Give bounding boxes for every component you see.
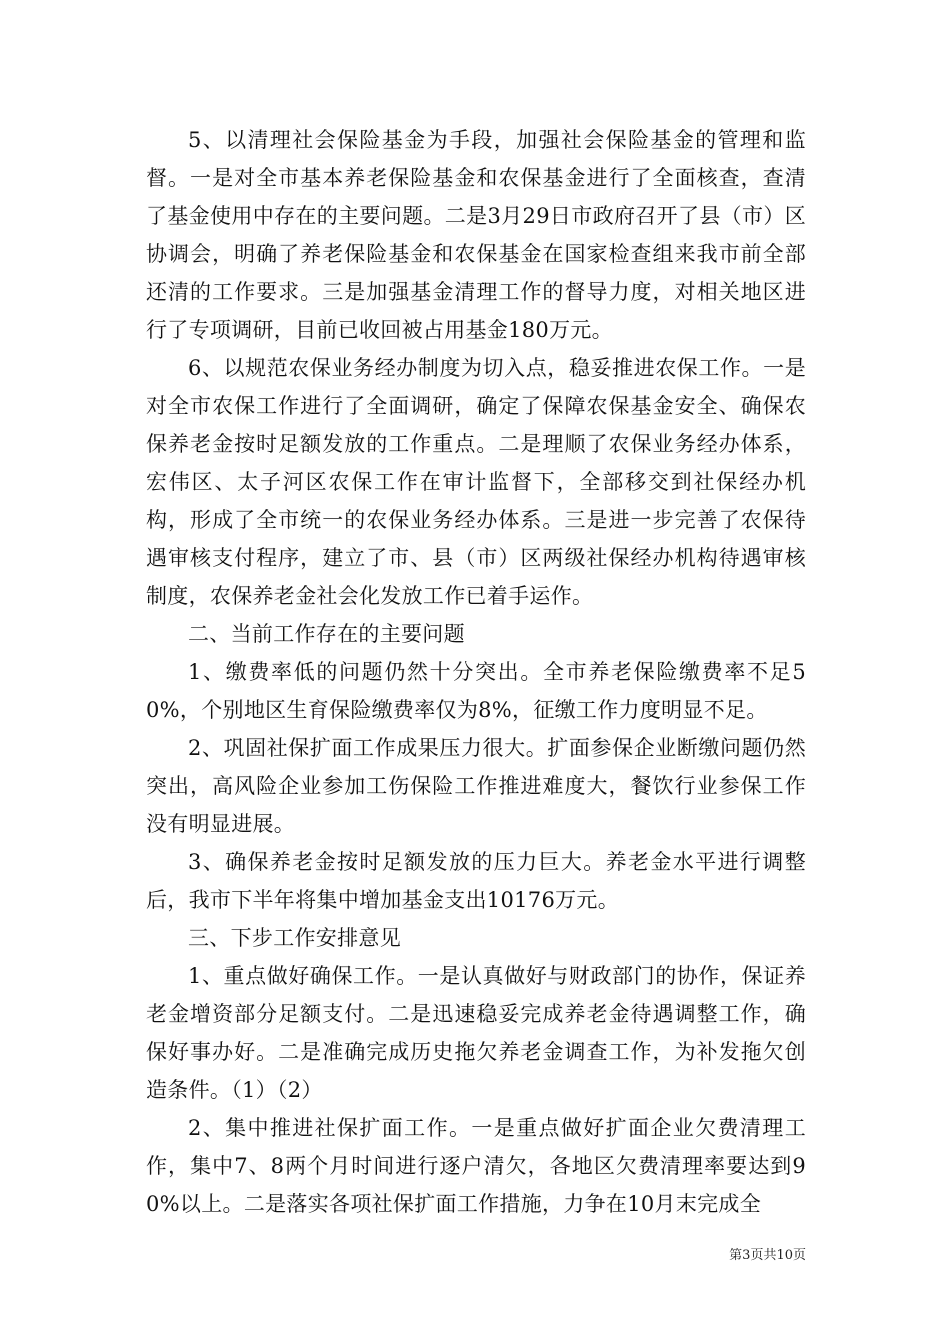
paragraph-pension-pressure: 3、确保养老金按时足额发放的压力巨大。养老金水平进行调整后，我市下半年将集中增加基金支出10176万元。 — [146, 850, 806, 912]
paragraph-ensure-work: 1、重点做好确保工作。一是认真做好与财政部门的协作，保证养老金增资部分足额支付。二是迅速稳妥完成养老金待遇调整工作，确保好事办好。二是准确完成历史拖欠养老金调查工作，为补发拖欠创造条件。（1）（2） — [146, 964, 806, 1102]
paragraph-contribution-rate: 1、缴费率低的问题仍然十分突出。全市养老保险缴费率不足50%，个别地区生育保险缴费率仅为8%，征缴工作力度明显不足。 — [146, 660, 806, 722]
paragraph-coverage-expansion: 2、集中推进社保扩面工作。一是重点做好扩面企业欠费清理工作，集中7、8两个月时间进行逐户清欠，各地区欠费清理率要达到90%以上。二是落实各项社保扩面工作措施，力争在10月末完成全 — [146, 1116, 806, 1216]
section-heading-problems: 二、当前工作存在的主要问题 — [188, 622, 465, 646]
paragraph-coverage-pressure: 2、巩固社保扩面工作成果压力很大。扩面参保企业断缴问题仍然突出，高风险企业参加工伤保险工作推进难度大，餐饮行业参保工作没有明显进展。 — [146, 736, 806, 836]
paragraph-fund-cleanup: 5、以清理社会保险基金为手段，加强社会保险基金的管理和监督。一是对全市基本养老保险基金和农保基金进行了全面核查，查清了基金使用中存在的主要问题。二是3月29日市政府召开了县（市）区协调会，明确了养老保险基金和农保基金在国家检查组来我市前全部还清的工作要求。三是加强基金清理工作的督导力度，对相关地区进行了专项调研，目前已收回被占用基金180万元。 — [146, 128, 806, 342]
section-heading-next-steps: 三、下步工作安排意见 — [188, 926, 401, 950]
page-number-footer: 第3页共10页 — [729, 1248, 806, 1263]
paragraph-rural-insurance: 6、以规范农保业务经办制度为切入点，稳妥推进农保工作。一是对全市农保工作进行了全面调研，确定了保障农保基金安全、确保农保养老金按时足额发放的工作重点。二是理顺了农保业务经办体系，宏伟区、太子河区农保工作在审计监督下，全部移交到社保经办机构，形成了全市统一的农保业务经办体系。三是进一步完善了农保待遇审核支付程序，建立了市、县（市）区两级社保经办机构待遇审核制度，农保养老金社会化发放工作已着手运作。 — [146, 356, 806, 608]
document-body — [146, 121, 806, 1223]
